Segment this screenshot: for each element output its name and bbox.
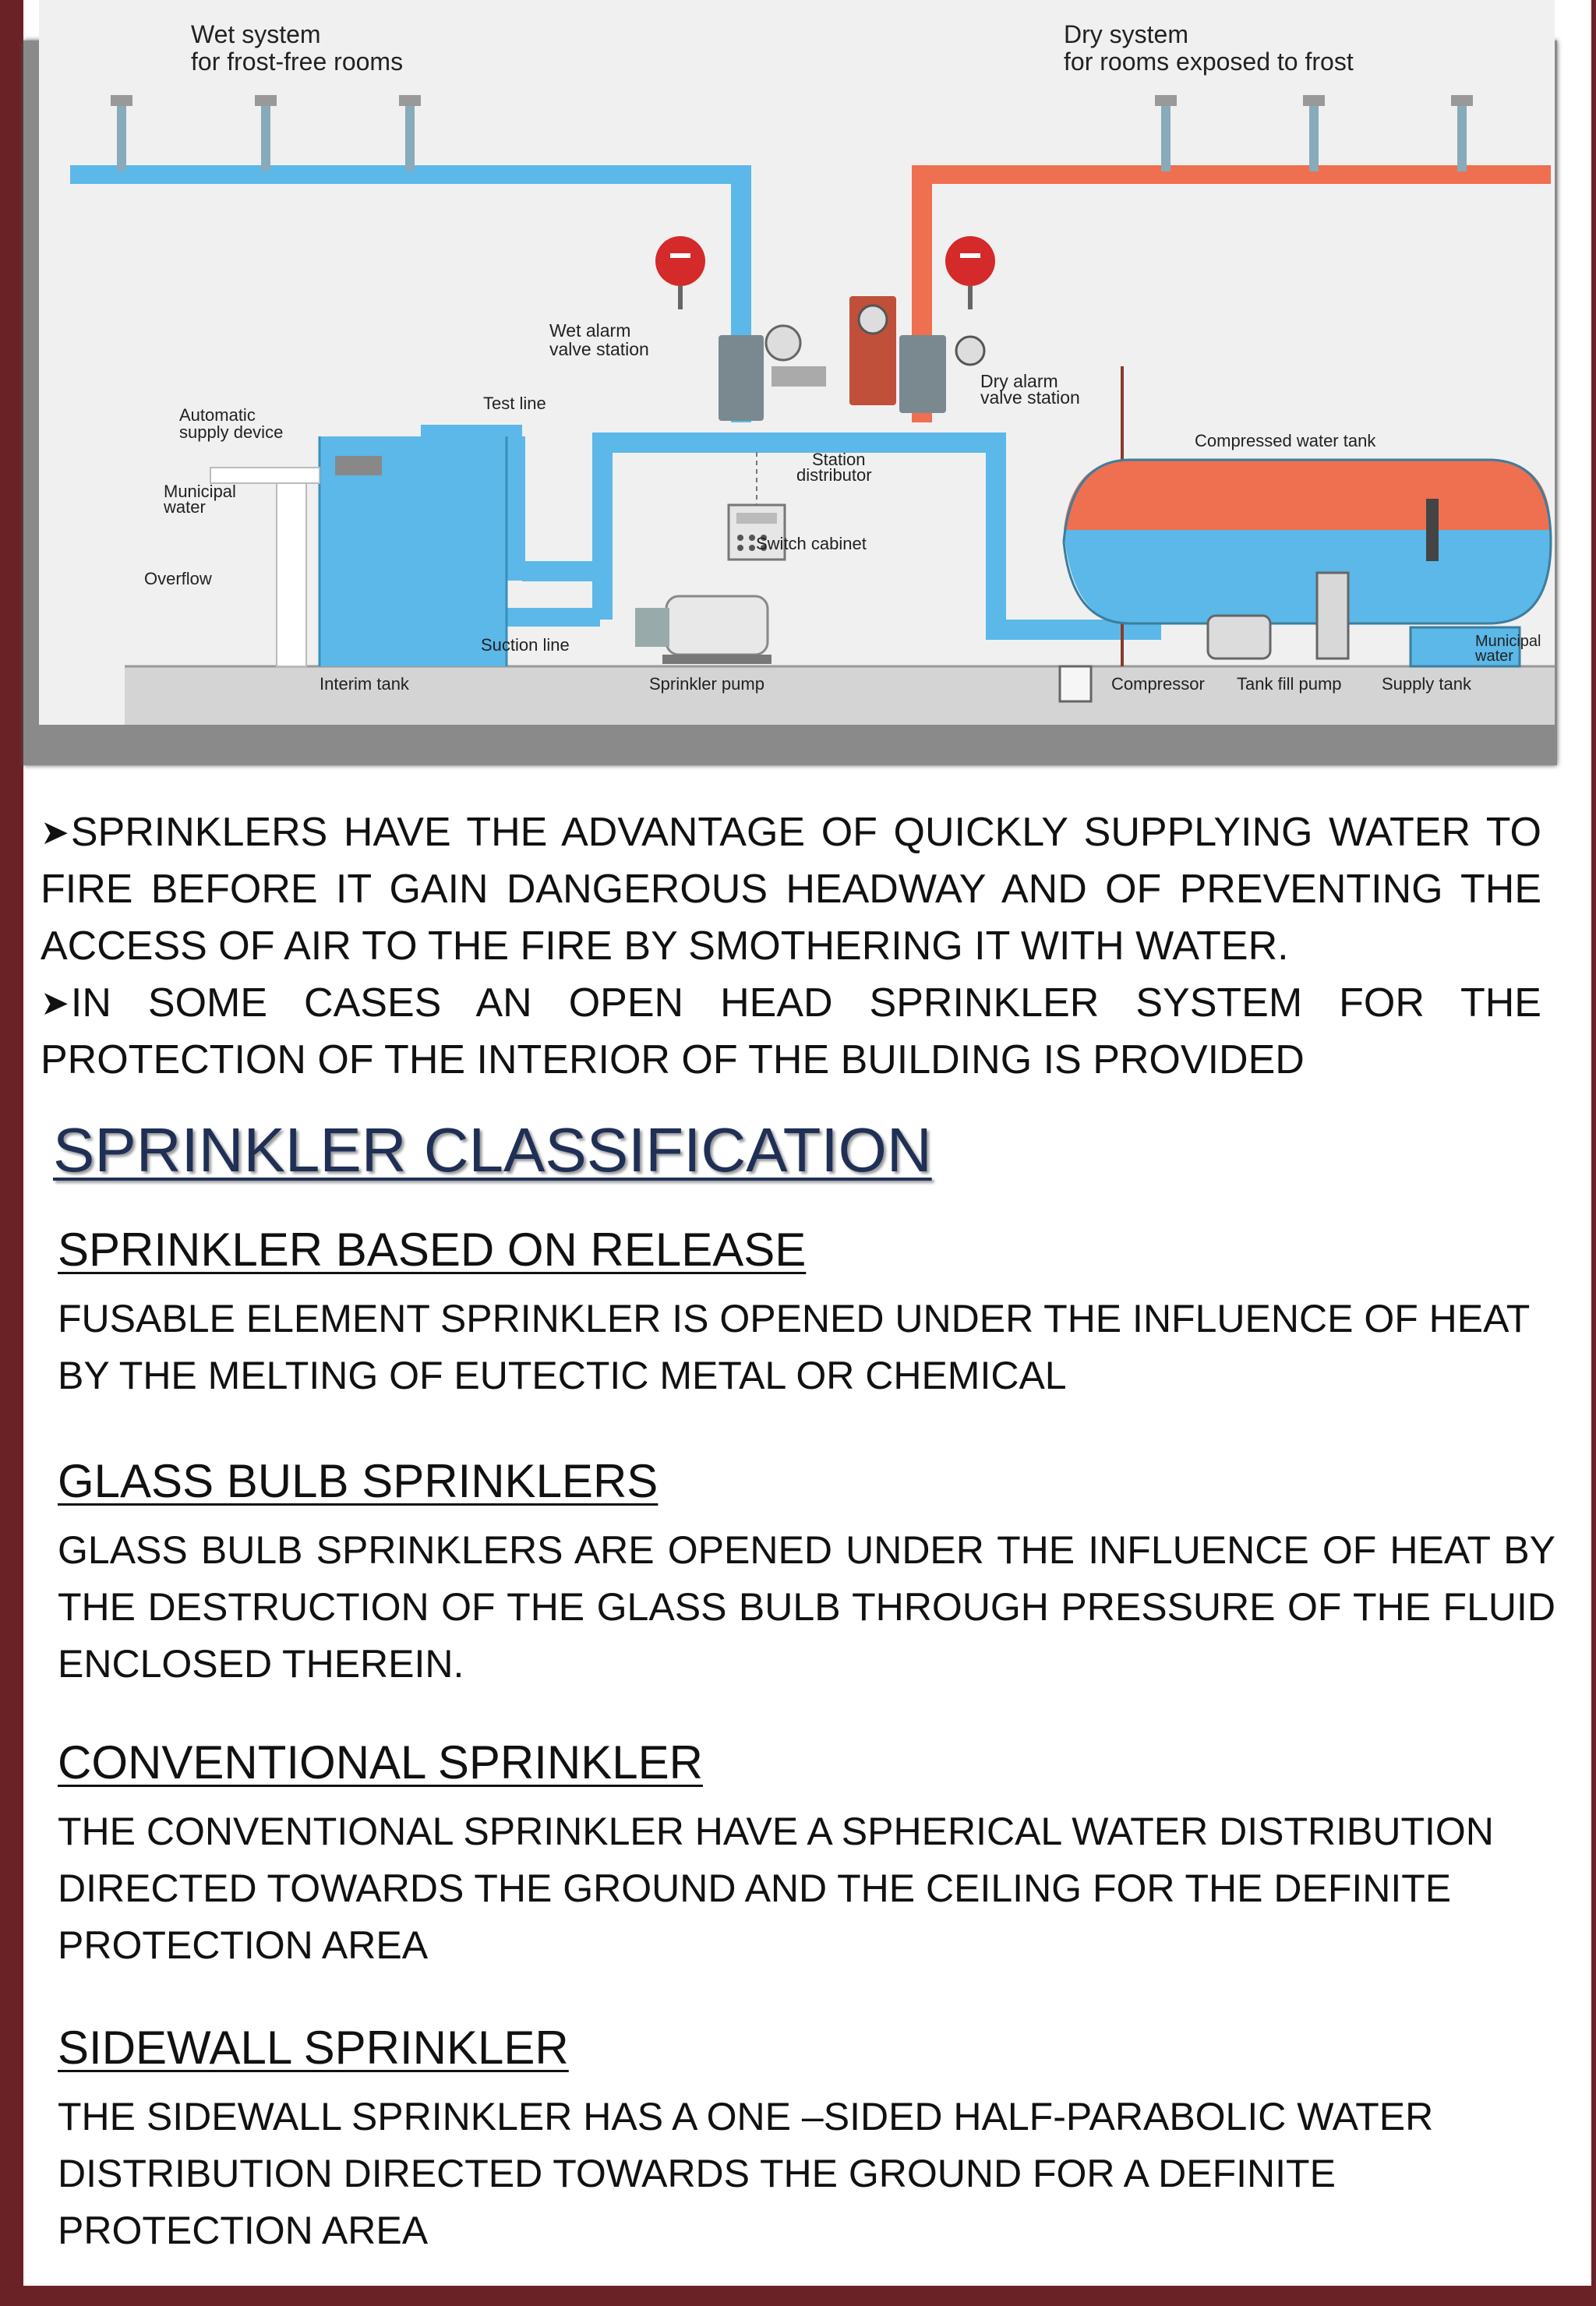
body-conventional: THE CONVENTIONAL SPRINKLER HAVE A SPHERICAL WATER DISTRIBUTION DIRECTED TOWARDS THE GROUND AND THE CEILING FOR THE DEFINITE PROTECTION AREA — [58, 1810, 1494, 1967]
overflow-pipe — [277, 468, 306, 666]
compressed-water-tank — [1064, 460, 1551, 623]
label-overflow: Overflow — [144, 569, 212, 588]
label-automatic-supply: Automatic — [179, 405, 256, 425]
dry-main-pipe — [912, 165, 1551, 184]
label-wet-system: Wet system — [191, 20, 321, 48]
label-interim-tank: Interim tank — [320, 674, 409, 694]
label-compressor: Compressor — [1111, 674, 1205, 694]
tank-fill-pump — [1317, 573, 1348, 659]
label-wet-alarm: Wet alarm — [549, 320, 631, 341]
body-sidewall: THE SIDEWALL SPRINKLER HAS A ONE –SIDED HALF-PARABOLIC WATER DISTRIBUTION DIRECTED TOWARDS THE GROUND FOR A DEFINITE PROTECTION AREA — [58, 2095, 1434, 2252]
subheading-release: SPRINKLER BASED ON RELEASE — [58, 1224, 807, 1276]
label-switch-cabinet: Switch cabinet — [756, 534, 867, 553]
label-municipal-right-sub: water — [1475, 648, 1513, 665]
compressor — [1208, 616, 1270, 659]
suction-pipe — [522, 561, 600, 581]
label-municipal-right: Municipal — [1475, 633, 1541, 650]
label-wet-system-sub: for frost-free rooms — [191, 48, 404, 76]
municipal-inlet-pipe — [210, 468, 320, 483]
label-wet-alarm-sub: valve station — [549, 339, 649, 359]
wet-alarm-valve-station — [719, 326, 826, 421]
wet-sprinkler-drops — [111, 95, 421, 171]
subheading-glass-bulb: GLASS BULB SPRINKLERS — [58, 1455, 659, 1507]
slide-frame-right — [1591, 0, 1596, 2306]
wet-alarm-bell — [655, 236, 705, 309]
label-test-line: Test line — [483, 394, 546, 413]
dry-sprinkler-drops — [1155, 95, 1473, 171]
bullet-text-2: IN SOME CASES AN OPEN HEAD SPRINKLER SYSTEM FOR THE PROTECTION OF THE INTERIOR OF THE BUILDING IS PROVIDED — [41, 980, 1541, 1082]
label-municipal-left-sub: water — [164, 497, 206, 517]
drain-pit — [1060, 666, 1091, 701]
label-dry-alarm-sub: valve station — [980, 387, 1080, 408]
dry-alarm-bell — [945, 236, 995, 309]
label-sprinkler-pump: Sprinkler pump — [649, 674, 764, 694]
label-automatic-supply-sub: supply device — [179, 422, 284, 442]
body-release: FUSABLE ELEMENT SPRINKLER IS OPENED UNDER THE INFLUENCE OF HEAT BY THE MELTING OF EUTECTIC METAL OR CHEMICAL — [58, 1297, 1530, 1397]
label-station-distributor: Station — [812, 450, 866, 469]
label-compressed-tank: Compressed water tank — [1195, 431, 1376, 450]
sprinkler-pump — [635, 596, 772, 664]
bullet-text-1: SPRINKLERS HAVE THE ADVANTAGE OF QUICKLY SUPPLYING WATER TO FIRE BEFORE IT GAIN DANGEROUS HEADWAY AND OF PREVENTING THE ACCESS OF AIR TO THE FIRE BY SMOTHERING IT WITH WATER. — [41, 810, 1541, 969]
label-tank-fill-pump: Tank fill pump — [1237, 674, 1342, 694]
body-glass-bulb: GLASS BULB SPRINKLERS ARE OPENED UNDER THE INFLUENCE OF HEAT BY THE DESTRUCTION OF THE GLASS BULB THROUGH PRESSURE OF THE FLUID ENCLOSED THEREIN. — [58, 1528, 1555, 1686]
label-supply-tank: Supply tank — [1382, 674, 1471, 694]
subheading-sidewall: SIDEWALL SPRINKLER — [58, 2022, 569, 2074]
label-dry-system: Dry system — [1064, 20, 1188, 48]
section-title: SPRINKLER CLASSIFICATION — [53, 1115, 932, 1185]
slide-frame-bottom — [0, 2286, 1596, 2306]
label-station-distributor-sub: distributor — [796, 465, 872, 485]
arrow-bullet-icon: ➤ — [41, 984, 69, 1022]
label-dry-alarm: Dry alarm — [980, 371, 1058, 391]
automatic-supply-device — [335, 456, 382, 475]
subheading-conventional: CONVENTIONAL SPRINKLER — [58, 1736, 703, 1789]
sprinkler-system-diagram — [39, 0, 1555, 725]
arrow-bullet-icon: ➤ — [41, 814, 69, 852]
diagram-svg — [39, 0, 1555, 725]
label-suction-line: Suction line — [481, 635, 570, 655]
right-down-pipe — [986, 433, 1006, 631]
station-distributor-pipe — [592, 433, 1005, 453]
bullet-paragraph-2 — [41, 975, 1541, 1089]
left-down-pipe — [592, 433, 613, 620]
label-municipal-left: Municipal — [164, 482, 236, 501]
tank-air — [1064, 460, 1551, 530]
slide-frame-left — [0, 0, 23, 2306]
label-dry-system-sub: for rooms exposed to frost — [1064, 48, 1354, 76]
bullet-paragraph-1 — [41, 804, 1541, 975]
interim-tank — [210, 436, 507, 666]
test-line-pipe — [507, 436, 525, 581]
